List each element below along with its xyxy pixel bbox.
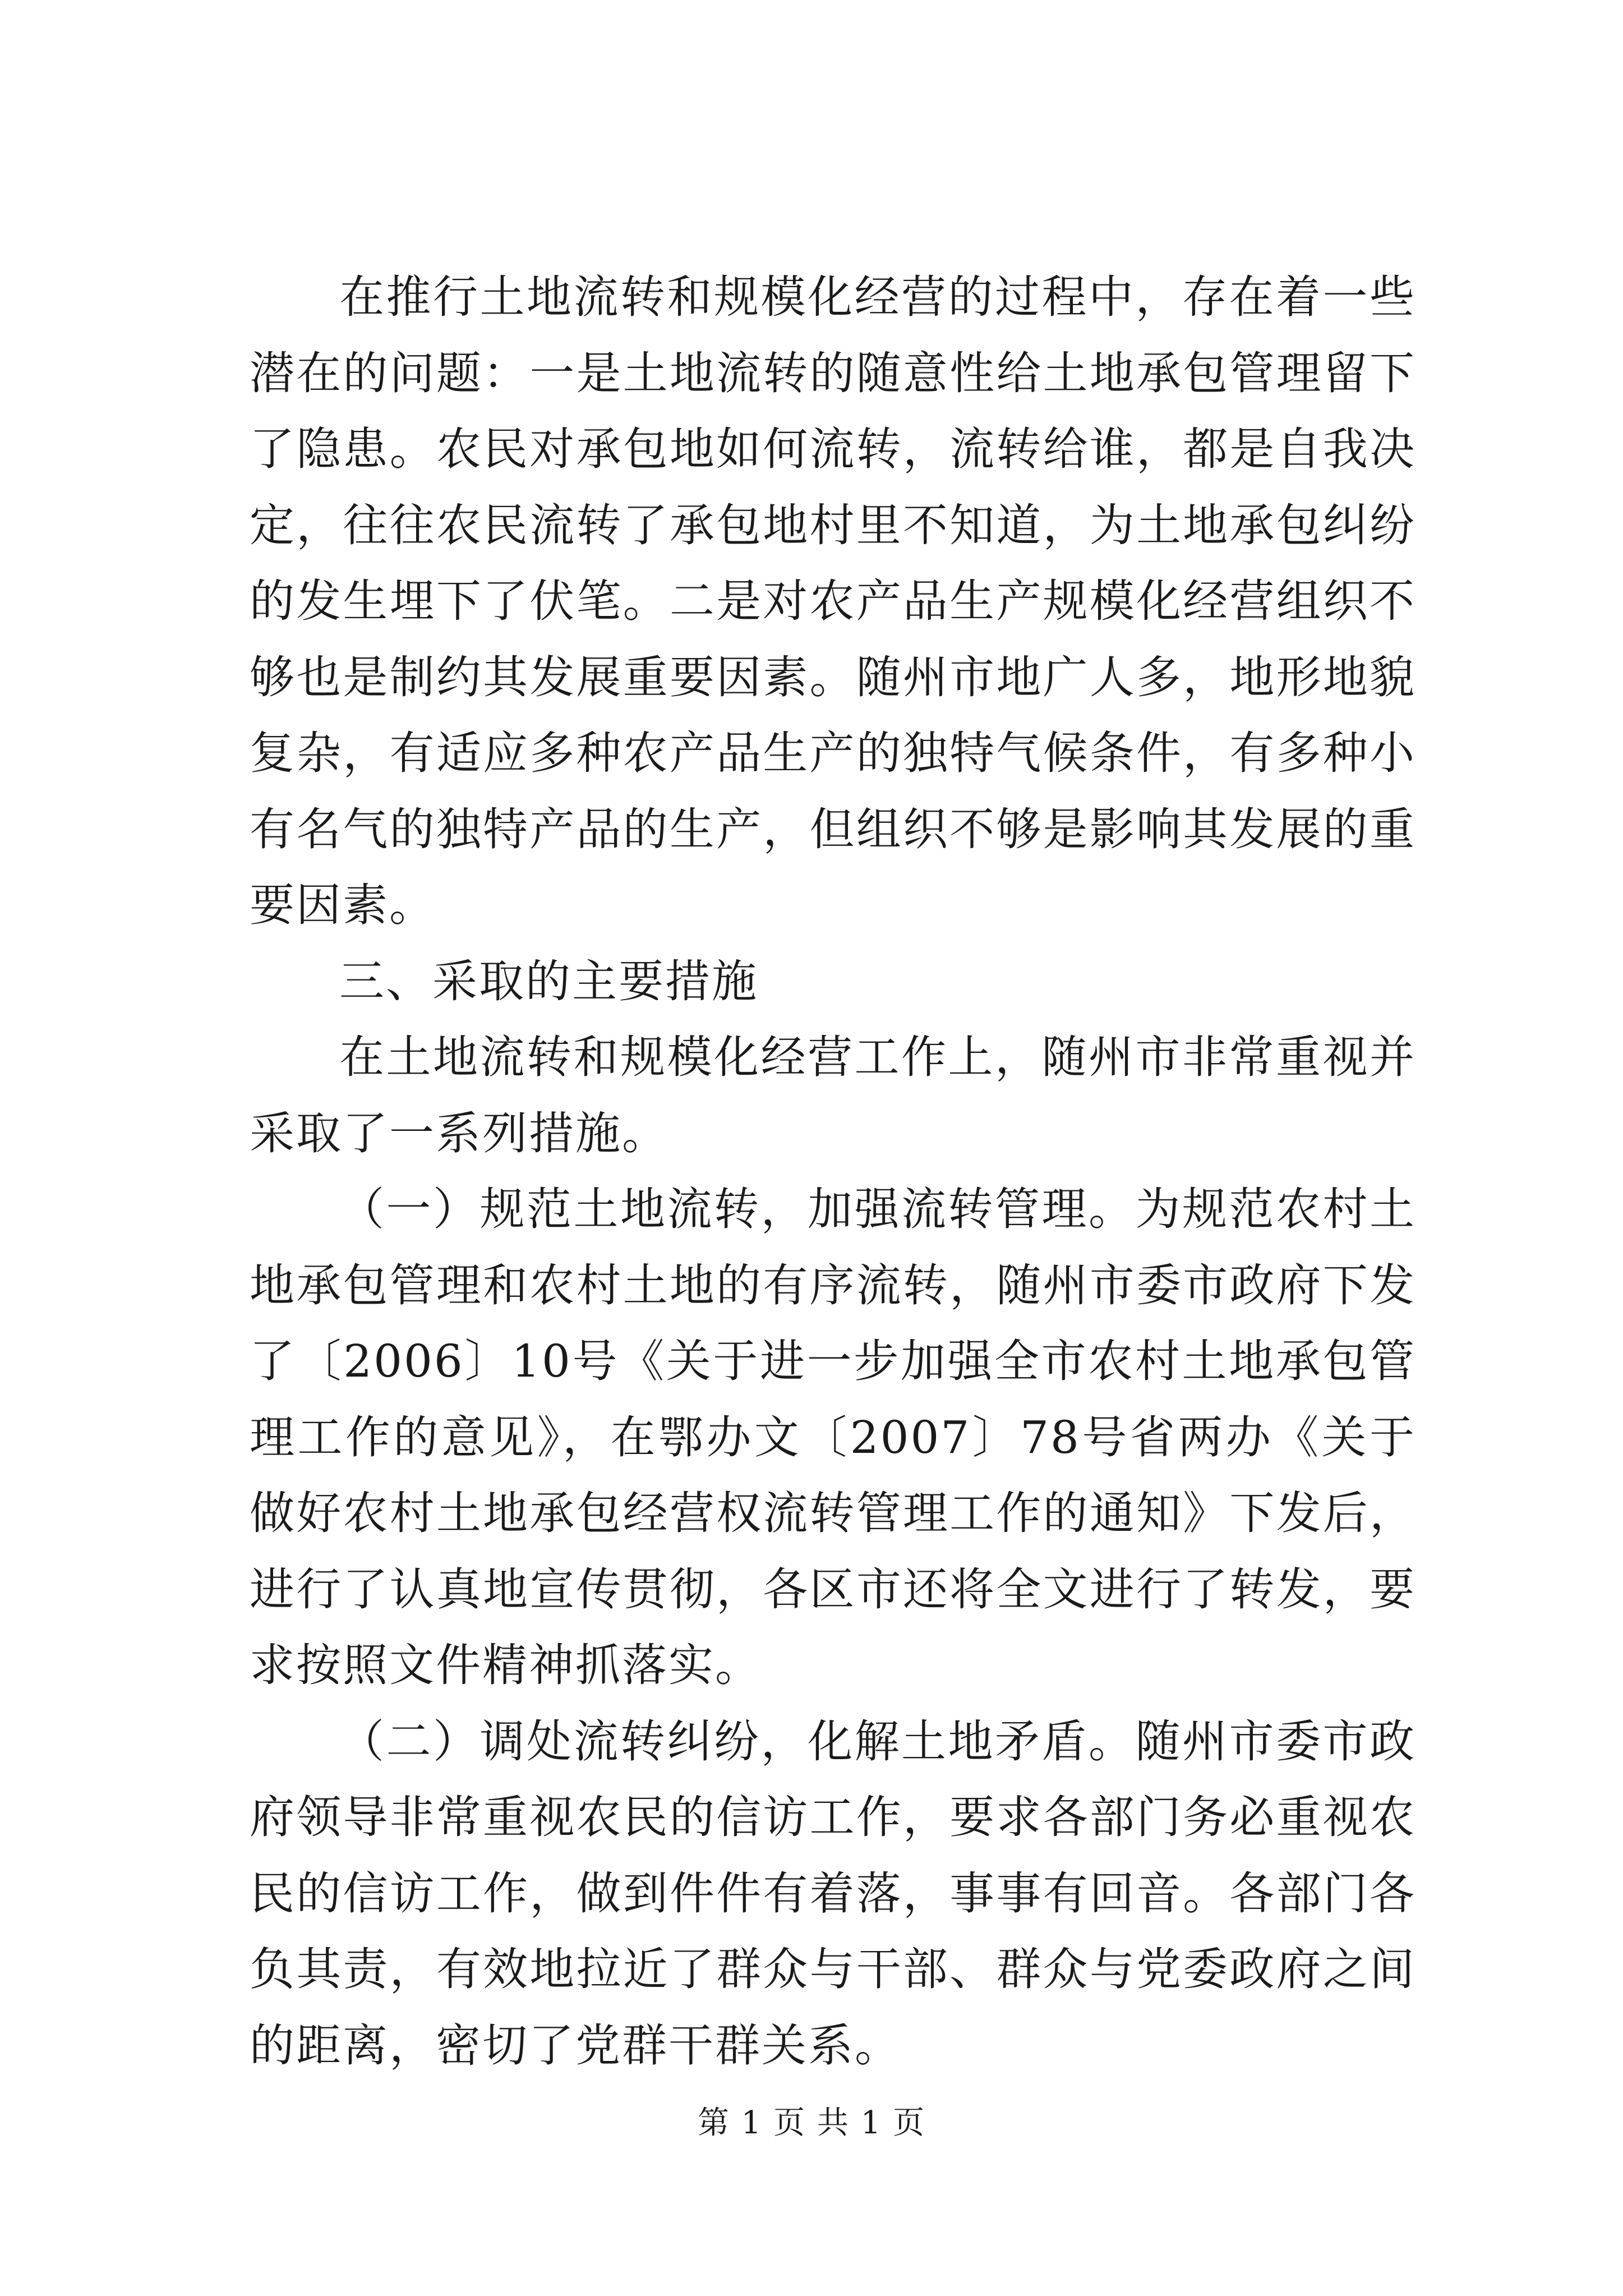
paragraph-problems: 在推行土地流转和规模化经营的过程中，存在着一些潜在的问题：一是土地流转的随意性给土地承包管理留下了隐患。农民对承包地如何流转，流转给谁，都是自我决定，往往农民流转了承包地村里不知道，为土地承包纠纷的发生埋下了伏笔。二是对农产品生产规模化经营组织不够也是制约其发展重要因素。随州市地广人多，地形地貌复杂，有适应多种农产品生产的独特气候条件，有多种小有名气的独特产品的生产，但组织不够是影响其发展的重要因素。 [250,271,1416,931]
document-body [250,259,1416,2083]
section-heading-measures: 三、采取的主要措施 [339,955,758,1007]
paragraph-measure-2: （二）调处流转纠纷，化解土地矛盾。随州市委市政府领导非常重视农民的信访工作，要求各部门务必重视农民的信访工作，做到件件有着落，事事有回音。各部门各负其责，有效地拉近了群众与干部、群众与党委政府之间的距离，密切了党群干群关系。 [250,1715,1416,2072]
paragraph-measure-1: （一）规范土地流转，加强流转管理。为规范农村土地承包管理和农村土地的有序流转，随州市委市政府下发了〔2006〕10号《关于进一步加强全市农村土地承包管理工作的意见》，在鄂办文〔2007〕78号省两办《关于做好农村土地承包经营权流转管理工作的通知》下发后，进行了认真地宣传贯彻，各区市还将全文进行了转发，要求按照文件精神抓落实。 [250,1183,1416,1691]
paragraph-intro-measures: 在土地流转和规模化经营工作上，随州市非常重视并采取了一系列措施。 [250,1031,1416,1159]
page-footer: 第 1 页 共 1 页 [697,2105,926,2141]
